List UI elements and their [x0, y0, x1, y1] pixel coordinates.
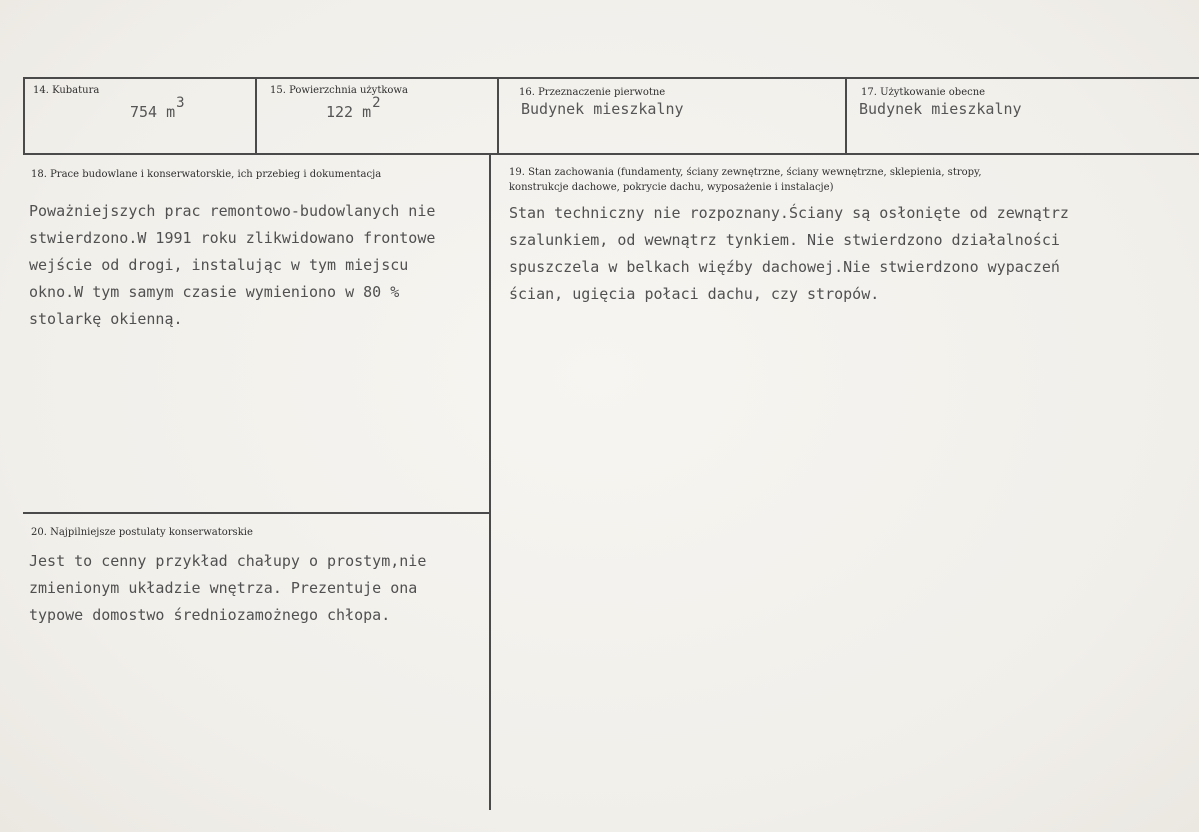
kubatura-value: 754 m	[130, 103, 176, 121]
section-19-line: Stan techniczny nie rozpoznany.Ściany są osłonięte od zewnątrz	[509, 204, 1069, 222]
section-18-line: wejście od drogi, instalując w tym miejscu	[29, 256, 409, 274]
section-16-value: Budynek mieszkalny	[521, 100, 684, 118]
left-border-rule	[23, 77, 25, 155]
kubatura-exponent: 3	[176, 95, 185, 111]
section-17-label: 17. Użytkowanie obecne	[861, 87, 986, 98]
section-18-line: stolarkę okienną.	[29, 310, 183, 328]
main-column-divider	[489, 153, 491, 810]
section-20-line: Jest to cenny przykład chałupy o prostym,nie	[29, 552, 427, 570]
divider-14-15	[255, 77, 257, 155]
divider-15-16	[497, 77, 499, 155]
section-18-line: okno.W tym samym czasie wymieniono w 80 %	[29, 283, 400, 301]
section-17-value: Budynek mieszkalny	[859, 100, 1022, 118]
section-14-value	[130, 95, 185, 121]
divider-16-17	[845, 77, 847, 155]
section-19-label-line1: 19. Stan zachowania (fundamenty, ściany zewnętrzne, ściany wewnętrzne, sklepienia, stropy,	[509, 167, 982, 178]
section-19-line: szalunkiem, od wewnątrz tynkiem. Nie stwierdzono działalności	[509, 231, 1060, 249]
section-14-label: 14. Kubatura	[33, 85, 100, 96]
top-rule	[23, 77, 1199, 79]
section-20-label: 20. Najpilniejsze postulaty konserwatorskie	[31, 527, 253, 538]
section-19-text	[509, 200, 1069, 308]
section-19-line: ścian, ugięcia połaci dachu, czy stropów.	[509, 285, 880, 303]
section-16-label: 16. Przeznaczenie pierwotne	[519, 87, 666, 98]
section-20-line: zmienionym układzie wnętrza. Prezentuje ona	[29, 579, 418, 597]
section-15-value	[326, 95, 381, 121]
section-18-line: Poważniejszych prac remontowo-budowlanych nie	[29, 202, 436, 220]
row-divider-rule	[23, 153, 1199, 155]
section-18-label: 18. Prace budowlane i konserwatorskie, ich przebieg i dokumentacja	[31, 169, 382, 180]
section-20-top-rule	[23, 512, 490, 514]
powierzchnia-value: 122 m	[326, 103, 372, 121]
powierzchnia-exponent: 2	[372, 95, 381, 111]
section-15-label: 15. Powierzchnia użytkowa	[270, 85, 408, 96]
section-20-text	[29, 548, 426, 629]
section-19-label-line2: konstrukcje dachowe, pokrycie dachu, wyposażenie i instalacje)	[509, 182, 834, 193]
section-18-line: stwierdzono.W 1991 roku zlikwidowano frontowe	[29, 229, 436, 247]
section-20-line: typowe domostwo średniozamożnego chłopa.	[29, 606, 391, 624]
section-19-line: spuszczela w belkach więźby dachowej.Nie stwierdzono wypaczeń	[509, 258, 1060, 276]
section-18-text	[29, 198, 435, 333]
